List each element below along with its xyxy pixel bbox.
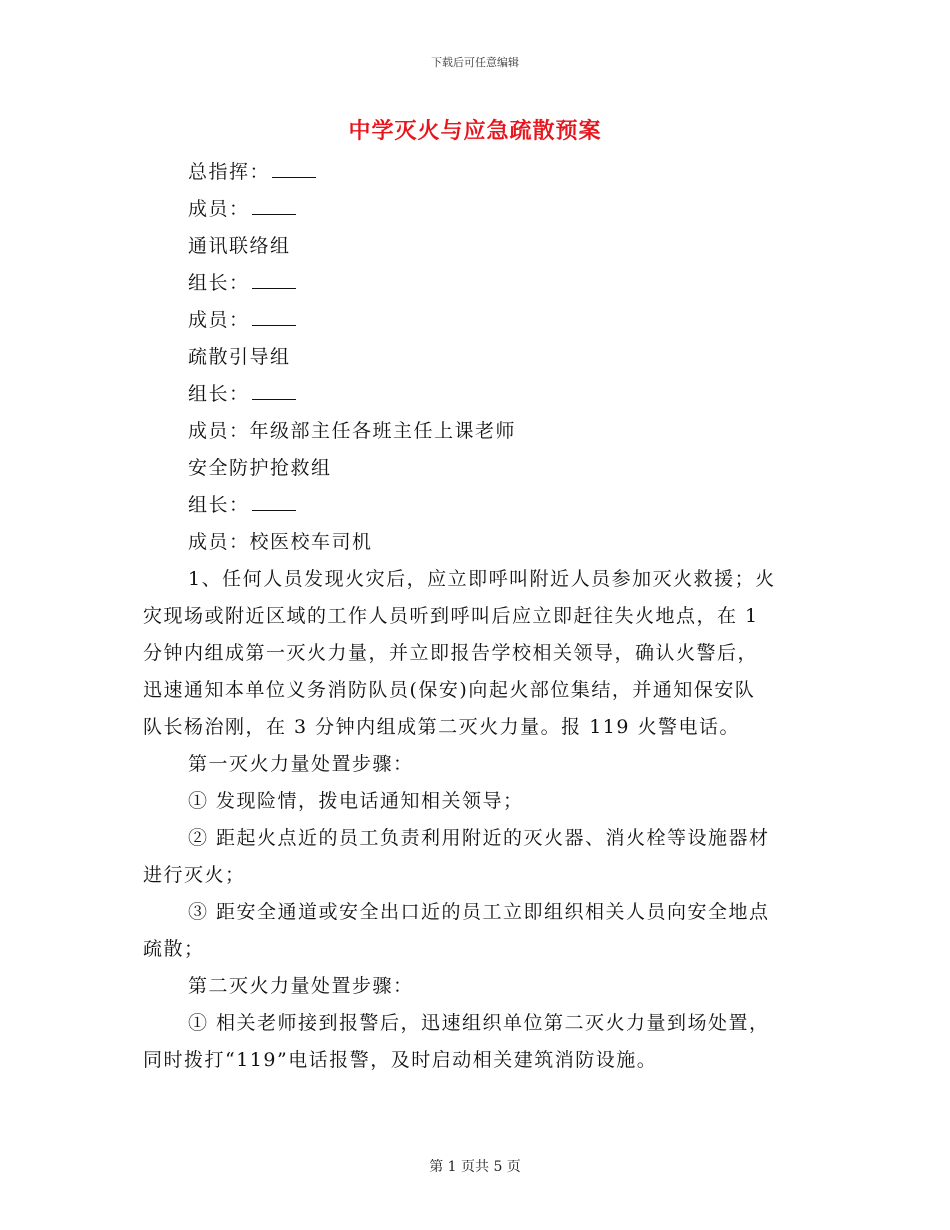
header-note: 下载后可任意编辑 — [431, 56, 519, 69]
paragraph-1-line-3: 分钟内组成第一灭火力量，并立即报告学校相关领导，确认火警后， — [143, 642, 759, 664]
group-heading-communication: 通讯联络组 — [188, 235, 291, 257]
roster-members: 成员： — [143, 191, 803, 228]
first-step-3-line-1: ③ 距安全通道或安全出口近的员工立即组织相关人员向安全地点 — [188, 901, 770, 923]
first-step-3-line-2: 疏散； — [143, 938, 205, 960]
group-heading-safety: 安全防护抢救组 — [188, 457, 332, 479]
roster-comm-leader: 组长： — [143, 265, 803, 302]
second-step-1-line-1: ① 相关老师接到报警后，迅速组织单位第二灭火力量到场处置， — [188, 1012, 770, 1034]
blank-line — [252, 490, 296, 511]
roster-safety-leader: 组长： — [143, 487, 803, 524]
roster-comm-members: 成员： — [143, 302, 803, 339]
roster-evac-leader: 组长： — [143, 376, 803, 413]
first-step-2-line-2: 进行灭火； — [143, 864, 246, 886]
paragraph-1-line-5: 队长杨治刚，在 3 分钟内组成第二灭火力量。报 119 火警电话。 — [143, 716, 741, 738]
roster-evac-members: 成员：年级部主任各班主任上课老师 — [188, 420, 517, 442]
page-footer: 第 1 页共 5 页 — [429, 1159, 521, 1175]
paragraph-1-line-4: 迅速通知本单位义务消防队员(保安)向起火部位集结，并通知保安队 — [143, 679, 756, 701]
blank-line — [252, 194, 296, 215]
paragraph-1-line-2: 灾现场或附近区域的工作人员听到呼叫后应立即赶往失火地点，在 1 — [143, 605, 759, 627]
document-title: 中学灭火与应急疏散预案 — [348, 118, 602, 144]
second-step-1-line-2: 同时拨打“119”电话报警，及时启动相关建筑消防设施。 — [143, 1049, 658, 1071]
second-force-heading: 第二灭火力量处置步骤： — [188, 975, 414, 997]
roster-safety-members: 成员：校医校车司机 — [188, 531, 373, 553]
blank-line — [252, 379, 296, 400]
document-body — [143, 154, 803, 1079]
first-step-1: ① 发现险情，拨电话通知相关领导； — [188, 790, 524, 812]
blank-line — [272, 157, 316, 178]
roster-commander: 总指挥： — [143, 154, 803, 191]
blank-line — [252, 305, 296, 326]
first-force-heading: 第一灭火力量处置步骤： — [188, 753, 414, 775]
first-step-2-line-1: ② 距起火点近的员工负责利用附近的灭火器、消火栓等设施器材 — [188, 827, 770, 849]
blank-line — [252, 268, 296, 289]
paragraph-1-line-1: 1、任何人员发现火灾后，应立即呼叫附近人员参加灭火救援；火 — [188, 568, 776, 590]
group-heading-evacuation: 疏散引导组 — [188, 346, 291, 368]
